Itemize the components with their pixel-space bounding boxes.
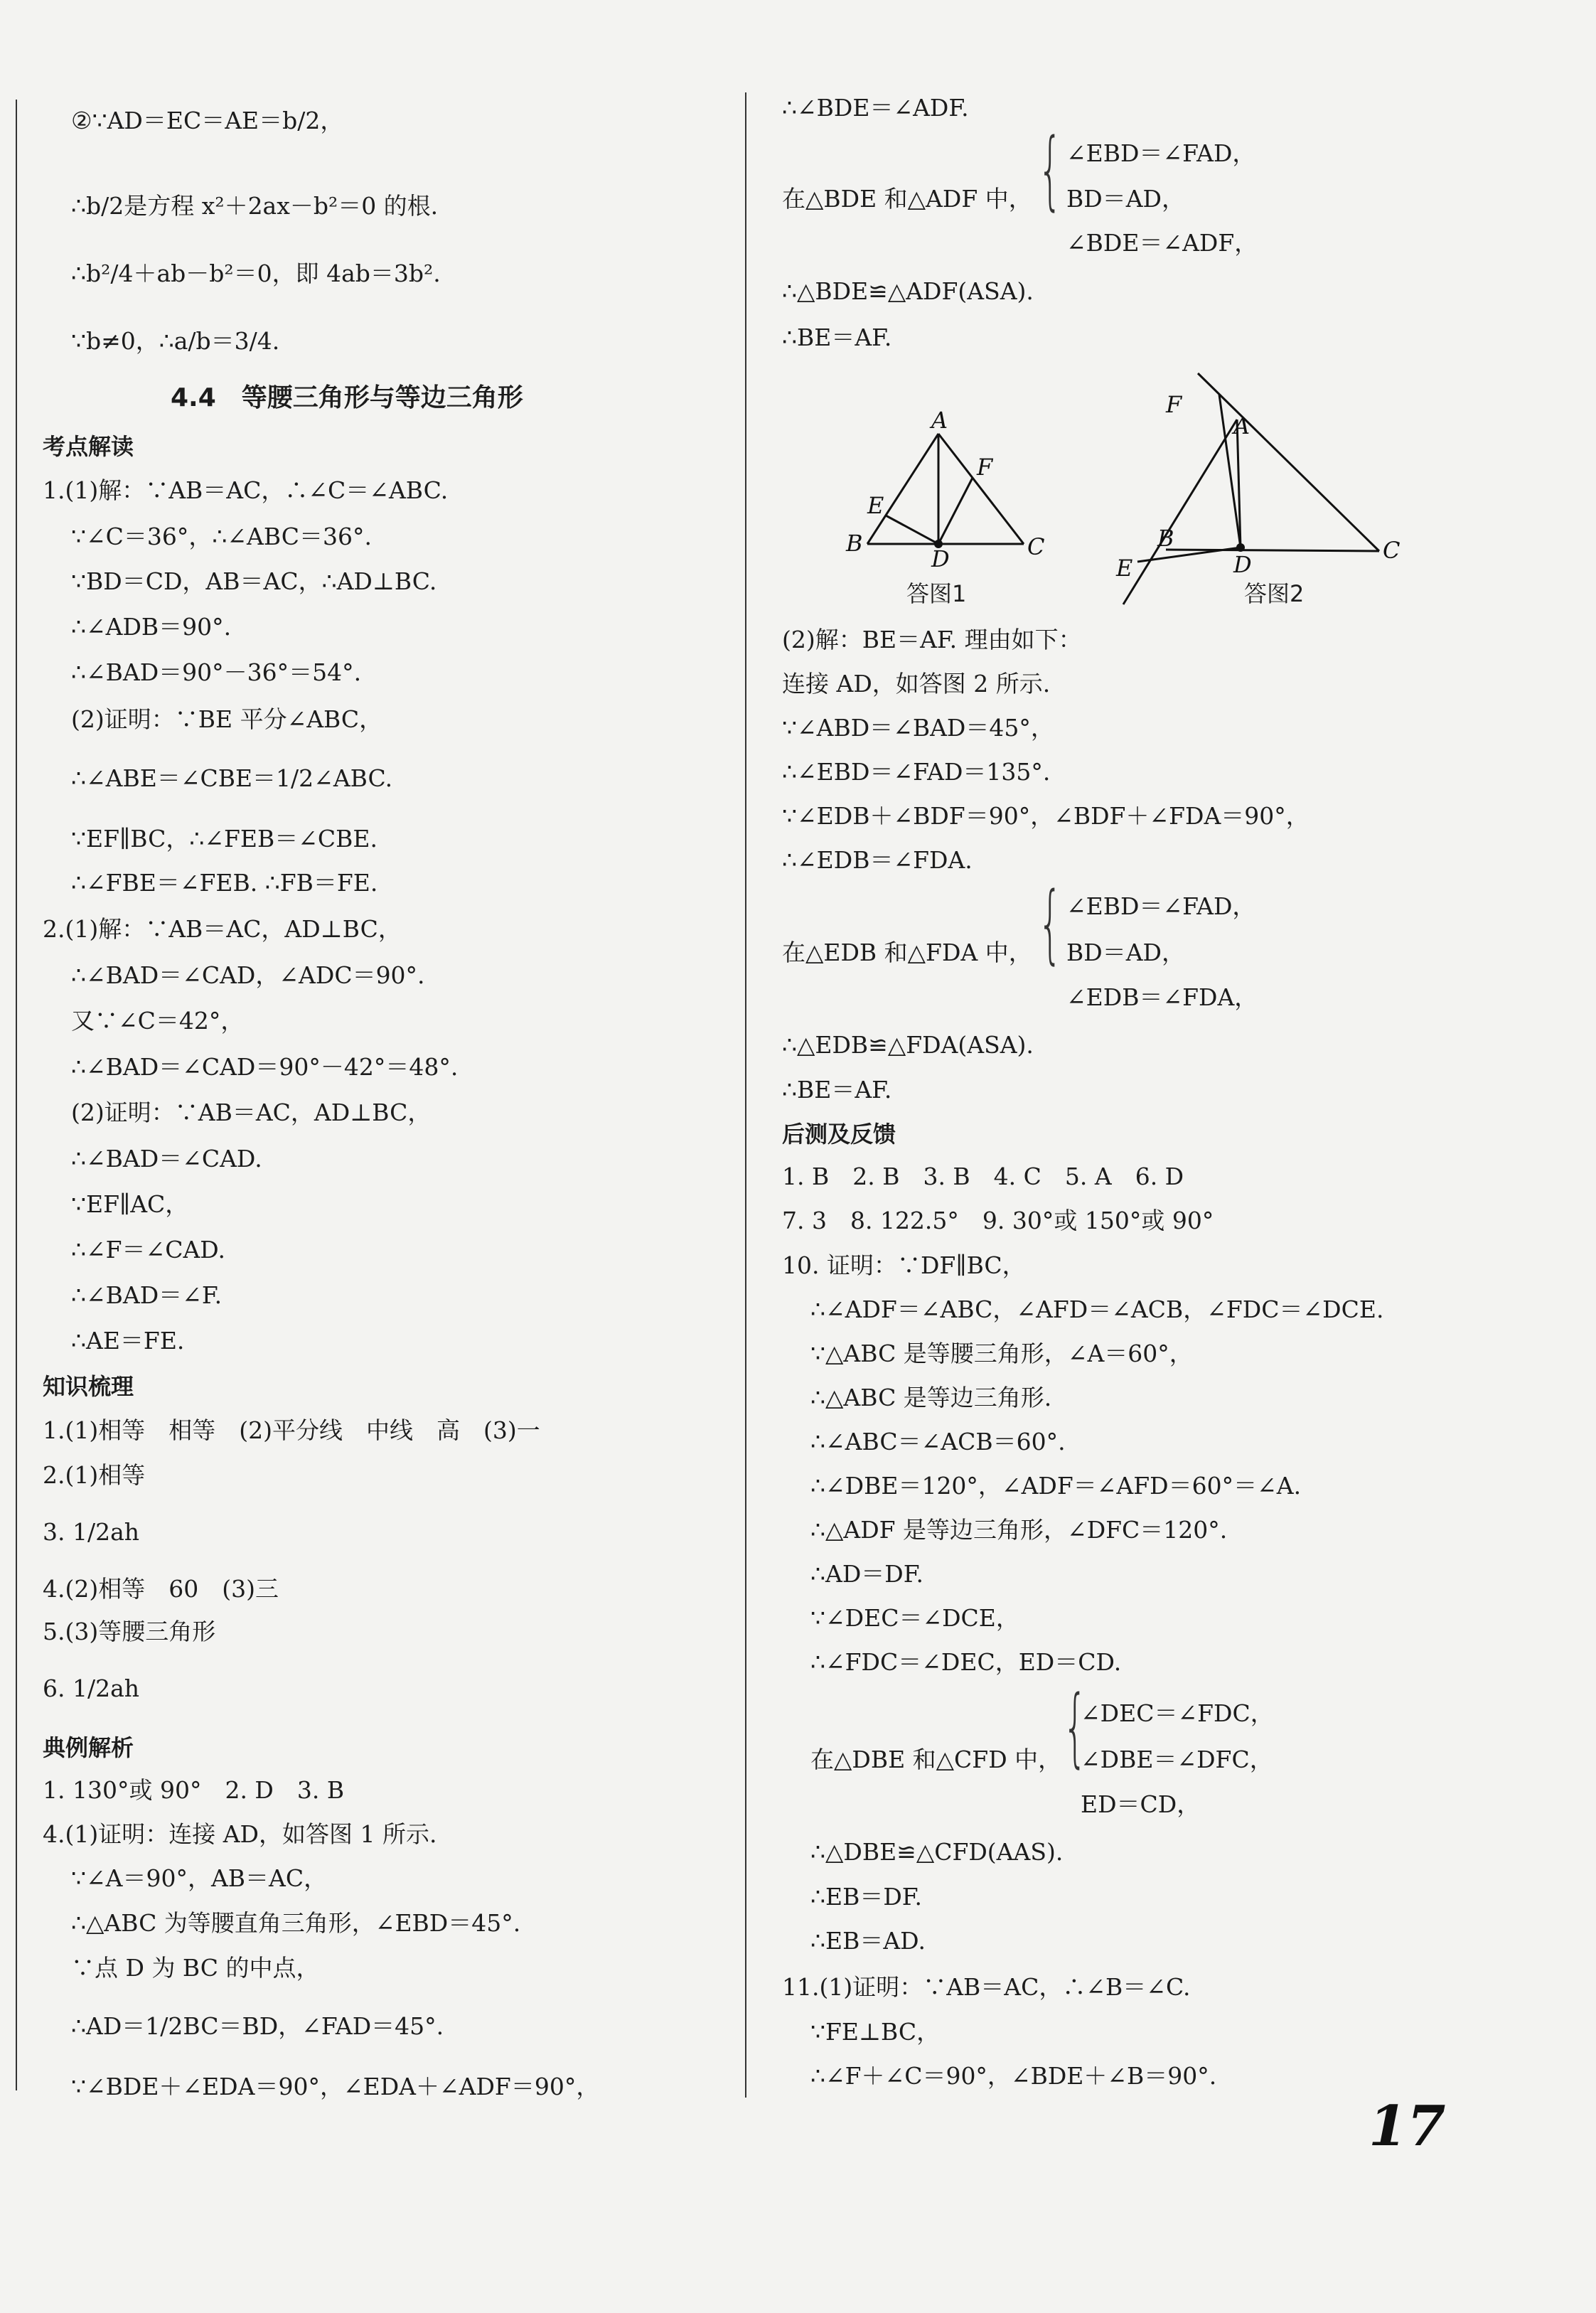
brace: { xyxy=(1038,875,1063,973)
text-line: (2)证明：∵AB＝AC，AD⊥BC， xyxy=(71,1099,432,1126)
text-line: 4.(1)证明：连接 AD，如答图 1 所示. xyxy=(43,1820,437,1848)
line-ae-extended xyxy=(1123,420,1237,604)
label-a: A xyxy=(931,407,948,434)
text-line: 4.(2)相等 60 (3)三 xyxy=(43,1575,279,1603)
text-line: ∴∠ABE＝∠CBE＝1/2∠ABC. xyxy=(71,764,393,792)
label-c: C xyxy=(1383,537,1400,564)
text-line: ∴△ABC 为等腰直角三角形，∠EBD＝45°. xyxy=(71,1909,521,1937)
text-line: ∵∠BDE＋∠EDA＝90°，∠EDA＋∠ADF＝90°， xyxy=(71,2073,600,2100)
text-line: ∴∠ADF＝∠ABC，∠AFD＝∠ACB，∠FDC＝∠DCE. xyxy=(810,1296,1384,1323)
text-line: ∵△ABC 是等腰三角形，∠A＝60°， xyxy=(810,1340,1193,1367)
text-line: ∴∠BAD＝∠CAD＝90°－42°＝48°. xyxy=(71,1053,459,1081)
text-line: ∵∠ABD＝∠BAD＝45°， xyxy=(782,714,1054,742)
text-line: ∠BDE＝∠ADF， xyxy=(1066,229,1258,257)
label-f: F xyxy=(1166,391,1182,418)
text-line: 1.(1)解：∵AB＝AC，∴∠C＝∠ABC. xyxy=(43,476,449,504)
text-line: 1. B 2. B 3. B 4. C 5. A 6. D xyxy=(782,1163,1184,1190)
line-ab xyxy=(867,434,938,544)
label-b: B xyxy=(846,530,863,557)
label-e: E xyxy=(1116,555,1133,582)
text-line: ∴BE＝AF. xyxy=(782,324,892,351)
text-line: ∠DBE＝∠DFC， xyxy=(1081,1746,1273,1773)
text-line: ∵∠DEC＝∠DCE， xyxy=(810,1604,1019,1632)
text-line: ∴∠BAD＝∠F. xyxy=(71,1281,223,1309)
text-line: ∠EDB＝∠FDA， xyxy=(1066,983,1258,1011)
figure-2 xyxy=(1109,356,1479,611)
section-heading: 后测及反馈 xyxy=(782,1121,896,1148)
text-line: ∴∠BAD＝∠CAD. xyxy=(71,1145,262,1172)
text-line: ∴b²/4＋ab－b²＝0，即 4ab＝3b². xyxy=(71,260,441,287)
text-line: ∵∠EDB＋∠BDF＝90°，∠BDF＋∠FDA＝90°， xyxy=(782,802,1310,830)
page-number: 17 xyxy=(1369,2094,1446,2159)
line-df xyxy=(938,478,973,544)
text-line: 在△BDE 和△ADF 中， xyxy=(782,185,1032,213)
text-line: 连接 AD，如答图 2 所示. xyxy=(782,670,1051,698)
text-line: 在△EDB 和△FDA 中， xyxy=(782,939,1032,966)
text-line: ∴AD＝1/2BC＝BD，∠FAD＝45°. xyxy=(71,2012,444,2040)
text-line: (2)解：BE＝AF. 理由如下： xyxy=(782,626,1082,653)
text-line: ②∵AD＝EC＝AE＝b/2， xyxy=(71,107,344,134)
label-d: D xyxy=(931,545,950,569)
text-line: ∴EB＝AD. xyxy=(810,1927,926,1955)
text-line: ∴EB＝DF. xyxy=(810,1883,923,1911)
text-line: ∴∠BAD＝90°－36°＝54°. xyxy=(71,658,362,686)
section-heading: 典例解析 xyxy=(43,1734,134,1761)
brace: { xyxy=(1038,121,1063,220)
text-line: ∴∠F＋∠C＝90°，∠BDE＋∠B＝90°. xyxy=(810,2062,1217,2090)
text-line: ∴△ADF 是等边三角形，∠DFC＝120°. xyxy=(810,1516,1228,1544)
label-a: A xyxy=(1233,412,1250,439)
text-line: ∴BE＝AF. xyxy=(782,1076,892,1104)
label-d: D xyxy=(1233,551,1252,578)
text-line: BD＝AD， xyxy=(1066,939,1185,966)
text-line: ∵∠A＝90°，AB＝AC， xyxy=(71,1864,328,1892)
column-divider xyxy=(745,92,746,2098)
text-line: 10. 证明：∵DF∥BC， xyxy=(782,1251,1026,1279)
text-line: ∴∠FBE＝∠FEB. ∴FB＝FE. xyxy=(71,869,378,897)
line-bc xyxy=(1166,550,1379,551)
text-line: ∵EF∥AC， xyxy=(71,1190,189,1218)
figure-1-caption: 答图1 xyxy=(906,580,967,607)
text-line: 5.(3)等腰三角形 xyxy=(43,1618,216,1645)
text-line: ∴∠EDB＝∠FDA. xyxy=(782,846,973,874)
text-line: 又∵∠C＝42°， xyxy=(71,1007,245,1035)
text-line: 3. 1/2ah xyxy=(43,1518,140,1546)
section-heading: 考点解读 xyxy=(43,433,134,460)
text-line: ∵EF∥BC，∴∠FEB＝∠CBE. xyxy=(71,825,377,853)
text-line: ∴∠ADB＝90°. xyxy=(71,613,232,641)
text-line: 6. 1/2ah xyxy=(43,1674,140,1702)
text-line: ∵点 D 为 BC 的中点， xyxy=(71,1954,320,1982)
section-heading: 知识梳理 xyxy=(43,1373,134,1400)
text-line: 2.(1)相等 xyxy=(43,1461,146,1489)
line-ac xyxy=(938,434,1024,544)
text-line: ∠DEC＝∠FDC， xyxy=(1081,1699,1274,1727)
text-line: ∴△EDB≌△FDA(ASA). xyxy=(782,1031,1034,1059)
brace: { xyxy=(1063,1678,1088,1777)
text-line: ∴∠F＝∠CAD. xyxy=(71,1236,226,1264)
text-line: ∴∠EBD＝∠FAD＝135°. xyxy=(782,758,1051,786)
text-line: ∵FE⊥BC， xyxy=(810,2018,941,2046)
text-line: ∴∠BDE＝∠ADF. xyxy=(782,94,969,122)
text-line: 2.(1)解：∵AB＝AC，AD⊥BC， xyxy=(43,915,402,943)
text-line: ∴∠DBE＝120°，∠ADF＝∠AFD＝60°＝∠A. xyxy=(810,1472,1302,1500)
text-line: BD＝AD， xyxy=(1066,185,1185,213)
text-line: ∴∠FDC＝∠DEC，ED＝CD. xyxy=(810,1648,1122,1676)
figure-1 xyxy=(825,405,1123,569)
text-line: (2)证明：∵BE 平分∠ABC， xyxy=(71,705,383,733)
text-line: 1.(1)相等 相等 (2)平分线 中线 高 (3)一 xyxy=(43,1416,540,1444)
left-margin-rule xyxy=(16,100,17,2090)
label-e: E xyxy=(867,492,884,519)
line-de xyxy=(886,516,938,544)
text-line: ∠EBD＝∠FAD， xyxy=(1066,892,1256,920)
line-fc xyxy=(1198,373,1379,551)
text-line: ∵∠C＝36°，∴∠ABC＝36°. xyxy=(71,523,372,550)
figure-2-caption: 答图2 xyxy=(1244,580,1305,607)
text-line: 7. 3 8. 122.5° 9. 30°或 150°或 90° xyxy=(782,1207,1214,1234)
text-line: ∴AE＝FE. xyxy=(71,1327,185,1355)
label-c: C xyxy=(1027,533,1045,560)
text-line: ∵BD＝CD，AB＝AC，∴AD⊥BC. xyxy=(71,567,437,595)
section-title: 4.4 等腰三角形与等边三角形 xyxy=(171,383,523,412)
text-line: ∴∠BAD＝∠CAD，∠ADC＝90°. xyxy=(71,961,425,989)
text-line: 1. 130°或 90° 2. D 3. B xyxy=(43,1776,345,1804)
text-line: 在△DBE 和△CFD 中， xyxy=(810,1746,1062,1773)
text-line: ∴AD＝DF. xyxy=(810,1560,923,1588)
text-line: ∴△BDE≌△ADF(ASA). xyxy=(782,277,1034,305)
text-line: ED＝CD， xyxy=(1081,1790,1201,1818)
text-line: ∴b/2是方程 x²＋2ax－b²＝0 的根. xyxy=(71,192,439,220)
text-line: ∴△ABC 是等边三角形. xyxy=(810,1384,1052,1411)
label-f: F xyxy=(977,454,993,481)
text-line: ∴△DBE≌△CFD(AAS). xyxy=(810,1838,1064,1866)
text-line: ∴∠ABC＝∠ACB＝60°. xyxy=(810,1428,1066,1455)
text-line: 11.(1)证明：∵AB＝AC，∴∠B＝∠C. xyxy=(782,1973,1191,2001)
text-line: ∠EBD＝∠FAD， xyxy=(1066,139,1256,167)
text-line: ∵b≠0，∴a/b＝3/4. xyxy=(71,327,280,355)
label-b: B xyxy=(1157,525,1174,552)
